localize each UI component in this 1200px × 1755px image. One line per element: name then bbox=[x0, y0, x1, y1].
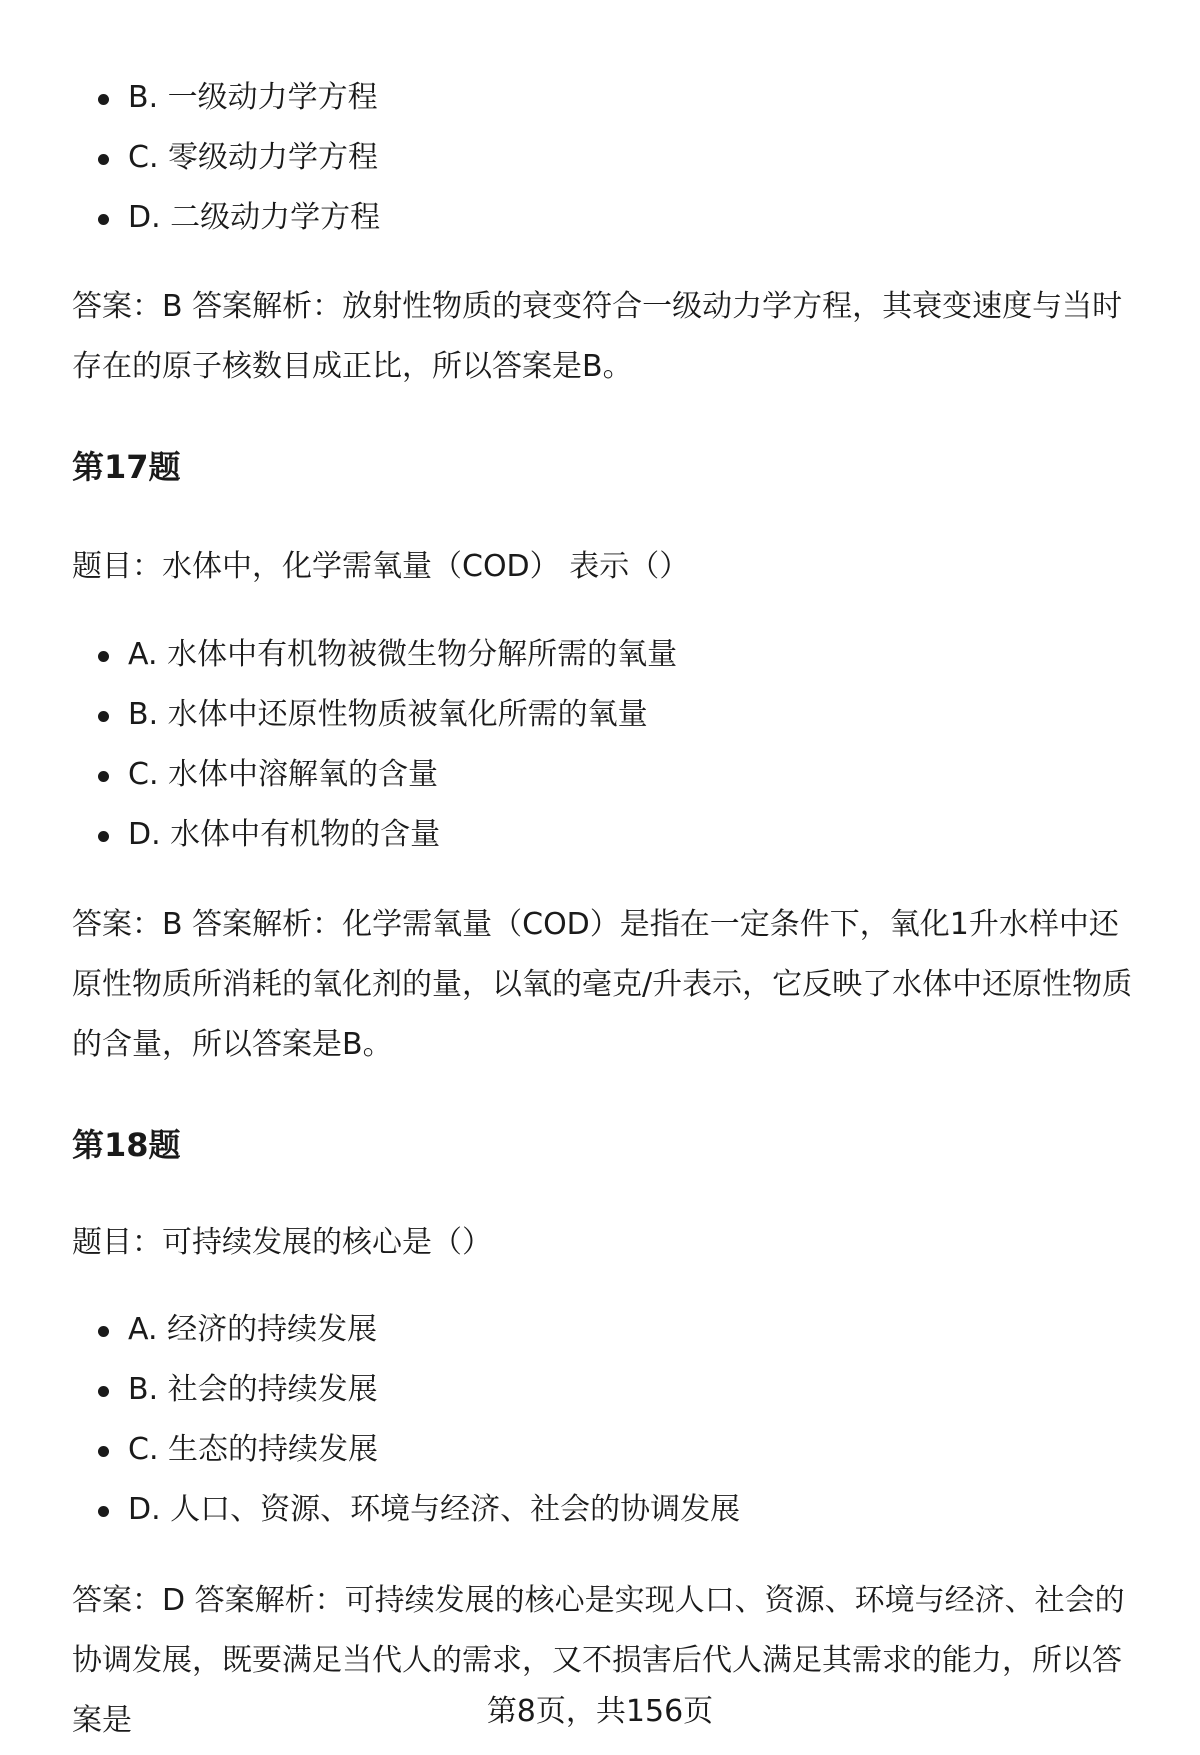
q18-heading: 第18题 bbox=[72, 1126, 181, 1164]
q16-options bbox=[72, 78, 380, 258]
q16-option-c: C. 零级动力学方程 bbox=[72, 138, 380, 178]
q16-option-d: D. 二级动力学方程 bbox=[72, 198, 380, 238]
q18-options bbox=[72, 1310, 740, 1550]
q18-question: 题目：可持续发展的核心是（） bbox=[72, 1225, 492, 1260]
page-number: 第8页，共156页 bbox=[486, 1694, 714, 1729]
q17-options bbox=[72, 635, 677, 875]
q18-option-c: C. 生态的持续发展 bbox=[72, 1430, 740, 1470]
q17-question: 题目：水体中，化学需氧量（COD） 表示（） bbox=[72, 549, 690, 584]
q18-answer: 答案：D 答案解析：可持续发展的核心是实现人口、资源、环境与经济、社会的协调发展，既要满足当代人的需求，又不损害后代人满足其需求的能力，所以答案是 bbox=[72, 1583, 1125, 1738]
q18-option-d: D. 人口、资源、环境与经济、社会的协调发展 bbox=[72, 1490, 740, 1530]
q17-option-c: C. 水体中溶解氧的含量 bbox=[72, 755, 677, 795]
q18-option-a: A. 经济的持续发展 bbox=[72, 1310, 740, 1350]
q17-option-b: B. 水体中还原性物质被氧化所需的氧量 bbox=[72, 695, 677, 735]
q18-option-b: B. 社会的持续发展 bbox=[72, 1370, 740, 1410]
q17-option-a: A. 水体中有机物被微生物分解所需的氧量 bbox=[72, 635, 677, 675]
q17-answer: 答案：B 答案解析：化学需氧量（COD）是指在一定条件下，氧化1升水样中还原性物质所消耗的氧化剂的量，以氧的毫克/升表示，它反映了水体中还原性物质的含量，所以答案是B。 bbox=[72, 907, 1133, 1062]
q17-option-d: D. 水体中有机物的含量 bbox=[72, 815, 677, 855]
q16-option-b: B. 一级动力学方程 bbox=[72, 78, 380, 118]
q17-heading: 第17题 bbox=[72, 448, 181, 486]
q16-answer: 答案：B 答案解析：放射性物质的衰变符合一级动力学方程，其衰变速度与当时存在的原子核数目成正比，所以答案是B。 bbox=[72, 289, 1123, 384]
